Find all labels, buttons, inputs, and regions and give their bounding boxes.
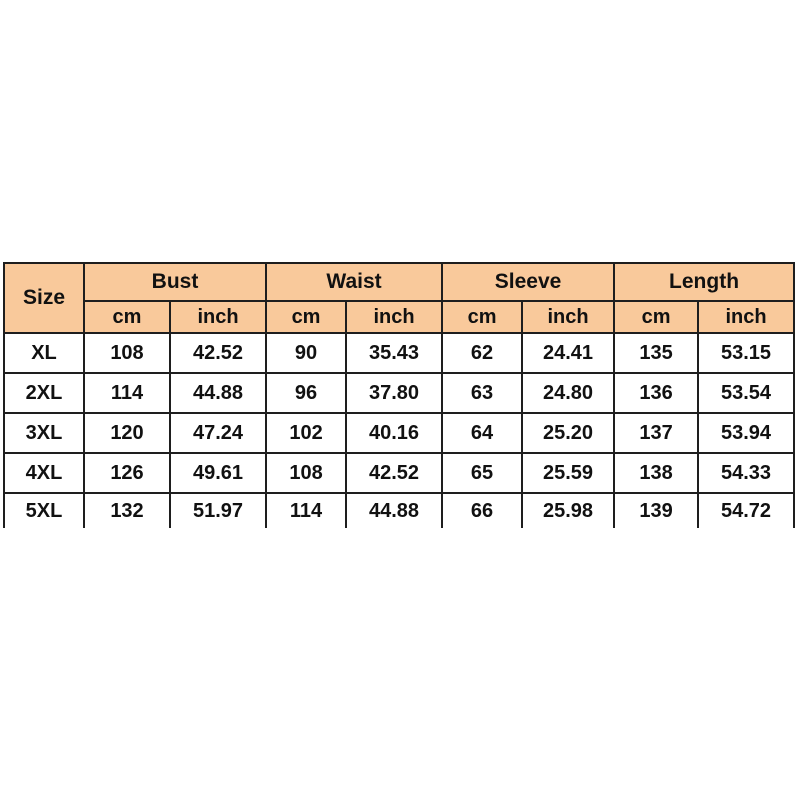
table-row	[4, 413, 794, 453]
waist-header: Waist	[266, 263, 442, 301]
waist-inch-cell: 40.16	[346, 413, 442, 453]
waist-cm-header: cm	[266, 301, 346, 333]
waist-inch-cell: 42.52	[346, 453, 442, 493]
length-inch-header: inch	[698, 301, 794, 333]
waist-cm-cell: 108	[266, 453, 346, 493]
sleeve-cm-header: cm	[442, 301, 522, 333]
sleeve-cm-cell: 65	[442, 453, 522, 493]
sleeve-inch-header: inch	[522, 301, 614, 333]
waist-inch-cell: 35.43	[346, 333, 442, 373]
table-row	[4, 333, 794, 373]
size-cell: 3XL	[4, 413, 84, 453]
waist-inch-header: inch	[346, 301, 442, 333]
length-inch-cell: 53.15	[698, 333, 794, 373]
unit-header-row	[4, 301, 794, 333]
size-cell: 5XL	[4, 493, 84, 528]
bust-cm-cell: 132	[84, 493, 170, 528]
bust-cm-cell: 114	[84, 373, 170, 413]
size-chart-table	[3, 262, 795, 528]
bust-cm-header: cm	[84, 301, 170, 333]
size-cell: 2XL	[4, 373, 84, 413]
bust-inch-cell: 47.24	[170, 413, 266, 453]
size-column-header: Size	[4, 263, 84, 333]
length-cm-cell: 136	[614, 373, 698, 413]
sleeve-cm-cell: 62	[442, 333, 522, 373]
waist-inch-cell: 37.80	[346, 373, 442, 413]
length-cm-cell: 139	[614, 493, 698, 528]
waist-cm-cell: 90	[266, 333, 346, 373]
sleeve-inch-cell: 25.59	[522, 453, 614, 493]
length-cm-header: cm	[614, 301, 698, 333]
bust-cm-cell: 120	[84, 413, 170, 453]
bust-cm-cell: 126	[84, 453, 170, 493]
length-inch-cell: 53.94	[698, 413, 794, 453]
waist-cm-cell: 114	[266, 493, 346, 528]
group-header-row	[4, 263, 794, 301]
bust-inch-cell: 42.52	[170, 333, 266, 373]
bust-inch-header: inch	[170, 301, 266, 333]
sleeve-header: Sleeve	[442, 263, 614, 301]
waist-cm-cell: 102	[266, 413, 346, 453]
sleeve-inch-cell: 24.41	[522, 333, 614, 373]
bust-inch-cell: 51.97	[170, 493, 266, 528]
sleeve-cm-cell: 63	[442, 373, 522, 413]
length-inch-cell: 53.54	[698, 373, 794, 413]
bust-inch-cell: 49.61	[170, 453, 266, 493]
table-row	[4, 453, 794, 493]
sleeve-inch-cell: 24.80	[522, 373, 614, 413]
size-cell: XL	[4, 333, 84, 373]
table-row	[4, 373, 794, 413]
length-cm-cell: 138	[614, 453, 698, 493]
length-cm-cell: 137	[614, 413, 698, 453]
waist-inch-cell: 44.88	[346, 493, 442, 528]
waist-cm-cell: 96	[266, 373, 346, 413]
length-header: Length	[614, 263, 794, 301]
sleeve-inch-cell: 25.20	[522, 413, 614, 453]
sleeve-cm-cell: 66	[442, 493, 522, 528]
table-row	[4, 493, 794, 528]
bust-header: Bust	[84, 263, 266, 301]
sleeve-cm-cell: 64	[442, 413, 522, 453]
bust-inch-cell: 44.88	[170, 373, 266, 413]
length-cm-cell: 135	[614, 333, 698, 373]
size-cell: 4XL	[4, 453, 84, 493]
sleeve-inch-cell: 25.98	[522, 493, 614, 528]
length-inch-cell: 54.33	[698, 453, 794, 493]
bust-cm-cell: 108	[84, 333, 170, 373]
length-inch-cell: 54.72	[698, 493, 794, 528]
